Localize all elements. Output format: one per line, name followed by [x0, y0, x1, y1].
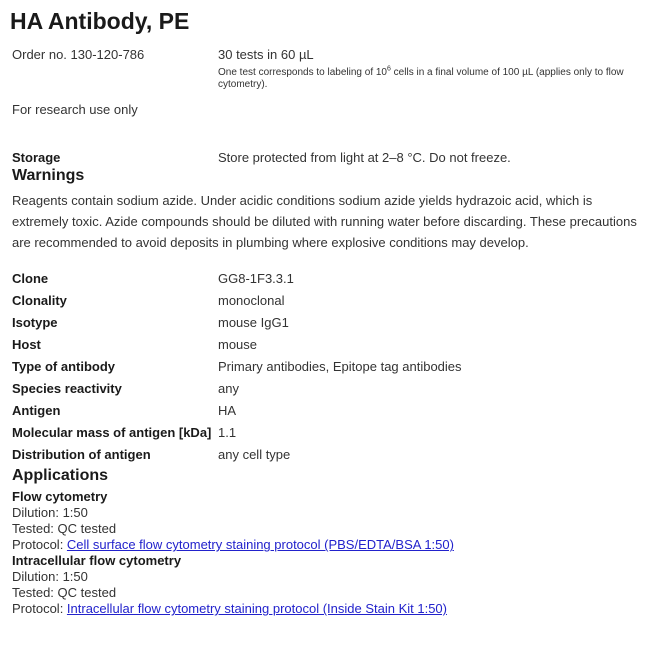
pack-size-note-text: One test corresponds to labeling of 10: [218, 67, 387, 79]
spec-value: any: [218, 381, 239, 397]
cell-surface-protocol-link[interactable]: Cell surface flow cytometry staining protocol (PBS/EDTA/BSA 1:50): [66, 537, 454, 553]
spec-label: Host: [12, 337, 41, 353]
pack-size-block: [218, 47, 644, 91]
spec-label: Antigen: [12, 403, 61, 419]
application-dilution: Dilution: 1:50: [12, 505, 88, 521]
spec-value: monoclonal: [218, 293, 285, 309]
order-row: [12, 47, 644, 91]
spec-row-species-reactivity: [12, 378, 644, 400]
application-tested: Tested: QC tested: [12, 521, 117, 537]
spec-row-antigen-distribution: [12, 444, 644, 466]
application-intracellular-flow-cytometry: [12, 553, 644, 617]
pack-size: 30 tests in 60 µL: [218, 47, 314, 63]
spec-row-molecular-mass: [12, 422, 644, 444]
warnings-text: Reagents contain sodium azide. Under acidic conditions sodium azide yields hydrazoic acid, which is extremely toxic. Azide compounds should be diluted with running water before discarding. These precautions are recommended to avoid deposits in plumbing where explosive conditions may develop.: [12, 193, 637, 251]
spec-value: Primary antibodies, Epitope tag antibodies: [218, 359, 462, 375]
intracellular-protocol-link[interactable]: Intracellular flow cytometry staining protocol (Inside Stain Kit 1:50): [66, 601, 447, 617]
pack-size-note: [218, 67, 644, 91]
spec-value: 1.1: [218, 425, 237, 441]
research-use-note: For research use only: [12, 102, 138, 118]
storage-label: Storage: [12, 150, 61, 166]
spec-value: HA: [218, 403, 237, 419]
spec-row-clonality: [12, 290, 644, 312]
spec-value: mouse IgG1: [218, 315, 289, 331]
spec-value: any cell type: [218, 447, 291, 463]
spec-row-antibody-type: [12, 356, 644, 378]
application-name: Flow cytometry: [12, 489, 108, 505]
spec-value: mouse: [218, 337, 258, 353]
storage-row: [12, 150, 644, 166]
spec-row-isotype: [12, 312, 644, 334]
application-protocol-line: [12, 537, 644, 553]
warnings-heading: Warnings: [12, 167, 85, 185]
applications-list: [12, 489, 644, 617]
protocol-label: Protocol:: [12, 537, 67, 553]
spec-label: Species reactivity: [12, 381, 122, 397]
storage-value: Store protected from light at 2–8 °C. Do not freeze.: [218, 150, 511, 166]
pack-size-note-exponent: 6: [387, 66, 391, 74]
order-number: Order no. 130-120-786: [12, 47, 145, 63]
pack-size-note-rest: cells in a final volume of 100 µL (applies only to flow cytometry).: [218, 67, 624, 91]
spec-label: Type of antibody: [12, 359, 116, 375]
application-protocol-line: [12, 601, 644, 617]
spec-label: Distribution of antigen: [12, 447, 151, 463]
page-title: HA Antibody, PE: [10, 8, 190, 34]
spec-row-host: [12, 334, 644, 356]
applications-heading: Applications: [12, 467, 109, 485]
spec-row-antigen: [12, 400, 644, 422]
application-tested: Tested: QC tested: [12, 585, 117, 601]
spec-value: GG8-1F3.3.1: [218, 271, 294, 287]
application-name: Intracellular flow cytometry: [12, 553, 182, 569]
spec-label: Isotype: [12, 315, 58, 331]
spec-label: Molecular mass of antigen [kDa]: [12, 425, 212, 441]
specifications-table: [0, 268, 656, 466]
application-flow-cytometry: [12, 489, 644, 553]
application-dilution: Dilution: 1:50: [12, 569, 88, 585]
spec-row-clone: [12, 268, 644, 290]
protocol-label: Protocol:: [12, 601, 67, 617]
spec-label: Clonality: [12, 293, 67, 309]
spec-label: Clone: [12, 271, 49, 287]
